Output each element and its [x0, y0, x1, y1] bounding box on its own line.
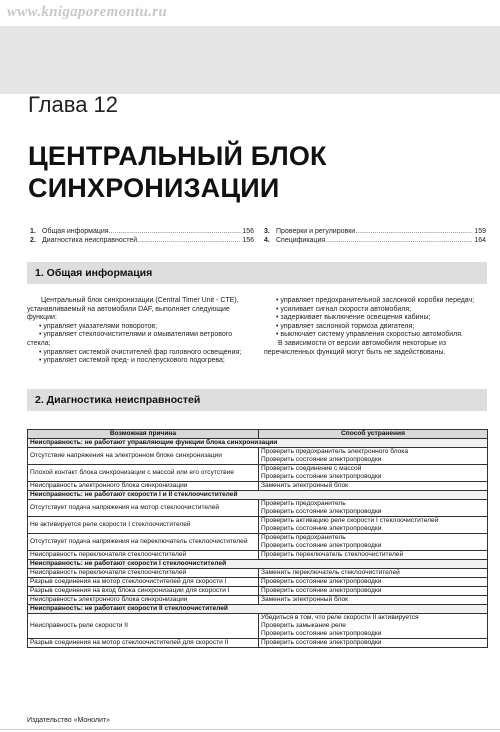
remedy-cell: Проверить состояние электропроводки [259, 578, 488, 587]
table-row [28, 465, 488, 482]
table-row [28, 596, 488, 605]
cause-cell: Неисправность переключателя стеклоочистителей [28, 551, 259, 560]
remedy-cell: Проверить состояние электропроводки [259, 639, 488, 648]
cause-cell: Плохой контакт блока синхронизации с массой или его отсутствие [28, 465, 259, 482]
table-group-row [28, 560, 488, 569]
table-row [28, 569, 488, 578]
table-row [28, 482, 488, 491]
toc-item[interactable]: 1. Общая информация ..... 156 [30, 227, 254, 236]
cause-cell: Разрыв соединения на мотор стеклоочистителей для скорости I [28, 578, 259, 587]
list-item: • управляет стеклоочистителями и омывателями ветрового стекла; [27, 331, 233, 347]
table-row [28, 614, 488, 639]
cause-cell: Неисправность электронного блока синхронизации [28, 596, 259, 605]
toc-left [30, 227, 254, 245]
cause-cell: Разрыв соединения на мотор стеклоочистителей для скорости II [28, 639, 259, 648]
remedy-cell: Заменить электронный блок [259, 596, 488, 605]
fault-group-title: Неисправность: не работают управляющие функции блока синхронизации [28, 439, 488, 448]
table-group-row [28, 439, 488, 448]
footer-divider [0, 729, 500, 730]
cause-cell: Отсутствует подача напряжения на переключатель стеклоочистителей [28, 534, 259, 551]
toc-item[interactable]: 3. Проверки и регулировки ..... 159 [264, 227, 486, 236]
toc-item[interactable]: 4. Спецификация ..... 164 [264, 236, 486, 245]
remedy-cell: Проверить предохранитель Проверить состояние электропроводки [259, 534, 488, 551]
toc-right [264, 227, 486, 245]
fault-group-title: Неисправность: не работают скорости I и II стеклоочистителей [28, 491, 488, 500]
remedy-cell: Проверить состояние электропроводки [259, 587, 488, 596]
list-item: • задерживает выключение освещения кабины; [276, 314, 431, 322]
table-body [28, 439, 488, 648]
remedy-cell: Проверить предохранитель Проверить состояние электропроводки [259, 500, 488, 517]
cause-cell: Отсутствие напряжения на электронном блоке синхронизации [28, 448, 259, 465]
header-band [0, 26, 500, 94]
remedy-cell: Проверить предохранитель электронного блока Проверить состояние электропроводки [259, 448, 488, 465]
list-item: • выключает систему управления скоростью автомобиля. [276, 331, 464, 339]
table-row [28, 448, 488, 465]
section-header-general: 1. Общая информация [27, 262, 487, 284]
paragraph: Центральный блок синхронизации (Central Timer Unit - CTE), устанавливаемый на автомобили DAF, выполняет следующие функции: [27, 297, 239, 322]
list-item: • управляет предохранительной заслонкой коробки передач; [276, 297, 475, 304]
table-row [28, 639, 488, 648]
table-row [28, 500, 488, 517]
remedy-cell: Убедиться в том, что реле скорости II активируется Проверить замыкание реле Проверить состояние электропроводки [259, 614, 488, 639]
table-group-row [28, 605, 488, 614]
table-header-row [28, 430, 488, 439]
publisher-footer: Издательство «Монолит» [27, 717, 111, 724]
list-item: • усиливает сигнал скорости автомобиля; [276, 305, 412, 313]
title-line-2: СИНХРОНИЗАЦИИ [28, 173, 280, 203]
fault-group-title: Неисправность: не работают скорости I стеклоочистителей [28, 560, 488, 569]
section-header-diagnostics: 2. Диагностика неисправностей [27, 389, 487, 411]
list-item: • управляет системой очистителей фар головного освещения; [39, 348, 242, 356]
general-info-right-column [264, 297, 488, 357]
table-group-row [28, 491, 488, 500]
fault-group-title: Неисправность: не работают скорости II стеклоочистителей [28, 605, 488, 614]
cause-cell: Разрыв соединения на вход блока синхронизации для скорости I [28, 587, 259, 596]
cause-cell: Отсутствует подача напряжения на мотор стеклоочистителей [28, 500, 259, 517]
chapter-heading: Глава 12 [28, 92, 119, 117]
table-row [28, 587, 488, 596]
table-row [28, 551, 488, 560]
cause-cell: Неисправность переключателя стеклоочистителей [28, 569, 259, 578]
column-header: Возможная причина [28, 430, 259, 439]
table-row [28, 534, 488, 551]
remedy-cell: Проверить активацию реле скорости I стеклоочистителей Проверить состояние электропроводки [259, 517, 488, 534]
list-item: • управляет указателями поворотов; [39, 322, 158, 330]
paragraph: В зависимости от версии автомобиля некоторые из перечисленных функций могут быть не задействованы. [264, 339, 447, 356]
table-row [28, 578, 488, 587]
diagnostics-table [27, 429, 488, 648]
toc-item[interactable]: 2. Диагностика неисправностей ..... 156 [30, 236, 254, 245]
remedy-cell: Проверить соединение с массой Проверить состояние электропроводки [259, 465, 488, 482]
page-title [28, 140, 327, 204]
remedy-cell: Заменить электронный блок [259, 482, 488, 491]
remedy-cell: Проверить переключатель стеклоочистителей [259, 551, 488, 560]
column-header: Способ устранения [259, 430, 488, 439]
cause-cell: Неисправность реле скорости II [28, 614, 259, 639]
list-item: • управляет системой пред- и послепускового подогрева; [39, 357, 225, 365]
title-line-1: ЦЕНТРАЛЬНЫЙ БЛОК [28, 141, 327, 171]
remedy-cell: Заменить переключатель стеклоочистителей [259, 569, 488, 578]
table-row [28, 517, 488, 534]
list-item: • управляет заслонкой тормоза двигателя; [276, 322, 415, 330]
cause-cell: Неисправность электронного блока синхронизации [28, 482, 259, 491]
general-info-left-column [27, 297, 253, 366]
cause-cell: Не активируется реле скорости I стеклоочистителей [28, 517, 259, 534]
watermark: www.knigaporemontu.ru [7, 4, 167, 20]
